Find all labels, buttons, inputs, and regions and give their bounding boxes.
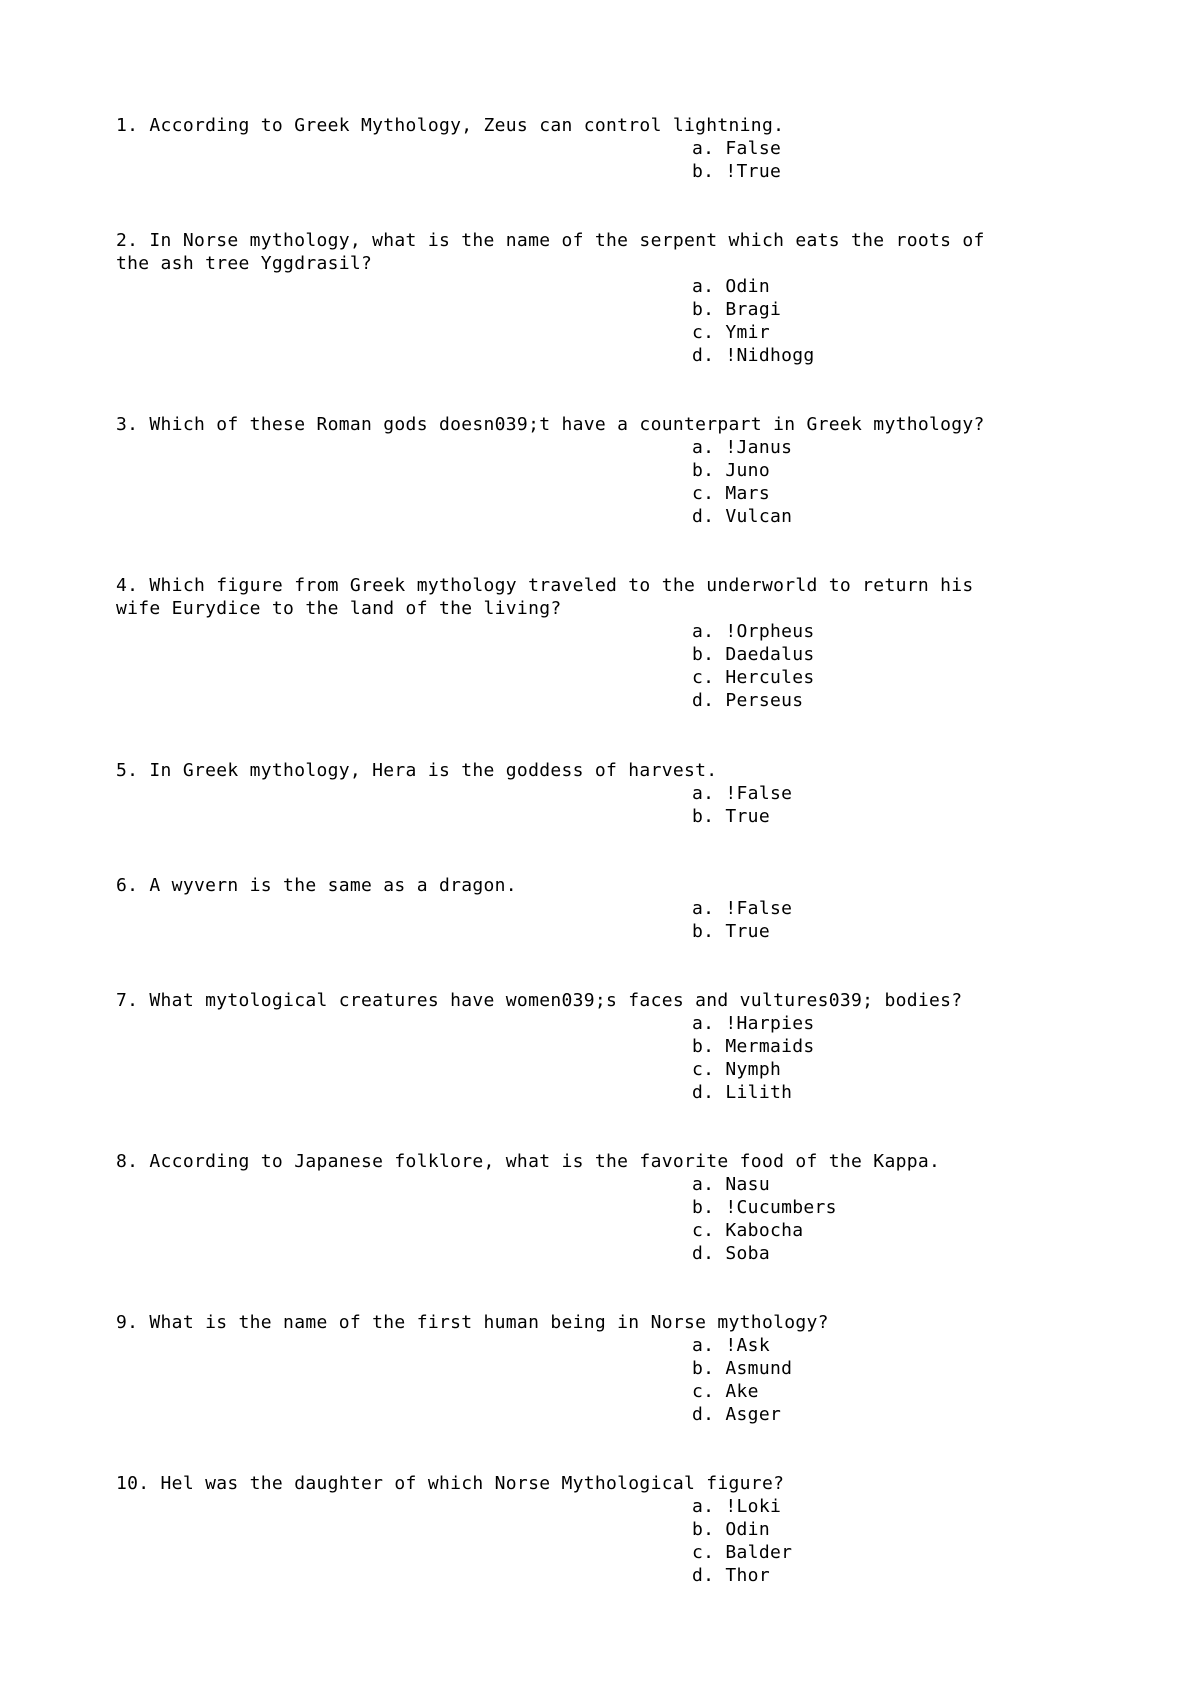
answer-option: a. !Orpheus — [692, 621, 815, 642]
answer-option: a. !Loki — [692, 1496, 782, 1517]
question-text: 4. Which figure from Greek mythology traveled to the underworld to return his wife Eurydice to the land of the living? — [116, 575, 974, 619]
answer-option: a. Odin — [692, 276, 770, 297]
answer-option: b. True — [692, 806, 770, 827]
answer-options — [116, 1334, 1076, 1426]
answer-option: a. False — [692, 138, 782, 159]
question-block — [116, 413, 1076, 528]
answer-option: c. Ymir — [692, 322, 770, 343]
answer-options — [116, 275, 1076, 367]
answer-option: b. Mermaids — [692, 1036, 815, 1057]
question-text: 8. According to Japanese folklore, what is the favorite food of the Kappa. — [116, 1151, 941, 1172]
answer-option: c. Hercules — [692, 667, 815, 688]
answer-option: d. Soba — [692, 1243, 770, 1264]
answer-option: a. !Ask — [692, 1335, 770, 1356]
answer-options — [116, 1173, 1076, 1265]
answer-option: d. Lilith — [692, 1082, 793, 1103]
answer-options — [116, 1012, 1076, 1104]
answer-option: a. Nasu — [692, 1174, 770, 1195]
answer-option: b. Odin — [692, 1519, 770, 1540]
answer-option: d. Vulcan — [692, 506, 793, 527]
question-block — [116, 874, 1076, 943]
question-block — [116, 989, 1076, 1104]
answer-option: d. !Nidhogg — [692, 345, 815, 366]
question-block — [116, 229, 1076, 367]
question-block — [116, 1311, 1076, 1426]
answer-option: b. !True — [692, 161, 782, 182]
answer-options — [116, 1495, 1076, 1587]
answer-options — [116, 897, 1076, 943]
answer-option: b. True — [692, 921, 770, 942]
question-block — [116, 1472, 1076, 1587]
question-block — [116, 759, 1076, 828]
answer-option: c. Ake — [692, 1381, 759, 1402]
question-text: 7. What mytological creatures have women039;s faces and vultures039; bodies? — [116, 990, 963, 1011]
answer-options — [116, 782, 1076, 828]
answer-option: c. Mars — [692, 483, 770, 504]
question-text: 10. Hel was the daughter of which Norse Mythological figure? — [116, 1473, 785, 1494]
answer-option: b. !Cucumbers — [692, 1197, 837, 1218]
question-block — [116, 114, 1076, 183]
answer-option: b. Bragi — [692, 299, 782, 320]
answer-option: b. Asmund — [692, 1358, 793, 1379]
answer-option: c. Balder — [692, 1542, 793, 1563]
question-text: 5. In Greek mythology, Hera is the goddess of harvest. — [116, 760, 718, 781]
question-block — [116, 574, 1076, 712]
question-text: 2. In Norse mythology, what is the name of the serpent which eats the roots of the ash tree Yggdrasil? — [116, 230, 985, 274]
question-text: 9. What is the name of the first human being in Norse mythology? — [116, 1312, 829, 1333]
answer-option: d. Thor — [692, 1565, 770, 1586]
answer-options — [116, 137, 1076, 183]
answer-option: b. Juno — [692, 460, 770, 481]
question-text: 1. According to Greek Mythology, Zeus can control lightning. — [116, 115, 785, 136]
question-text: 6. A wyvern is the same as a dragon. — [116, 875, 517, 896]
question-block — [116, 1150, 1076, 1265]
answer-option: d. Asger — [692, 1404, 782, 1425]
answer-option: a. !Janus — [692, 437, 793, 458]
answer-options — [116, 620, 1076, 712]
answer-option: d. Perseus — [692, 690, 804, 711]
answer-option: b. Daedalus — [692, 644, 815, 665]
answer-option: a. !Harpies — [692, 1013, 815, 1034]
question-text: 3. Which of these Roman gods doesn039;t have a counterpart in Greek mythology? — [116, 414, 985, 435]
answer-options — [116, 436, 1076, 528]
answer-option: c. Kabocha — [692, 1220, 804, 1241]
answer-option: a. !False — [692, 898, 793, 919]
answer-option: c. Nymph — [692, 1059, 782, 1080]
answer-option: a. !False — [692, 783, 793, 804]
